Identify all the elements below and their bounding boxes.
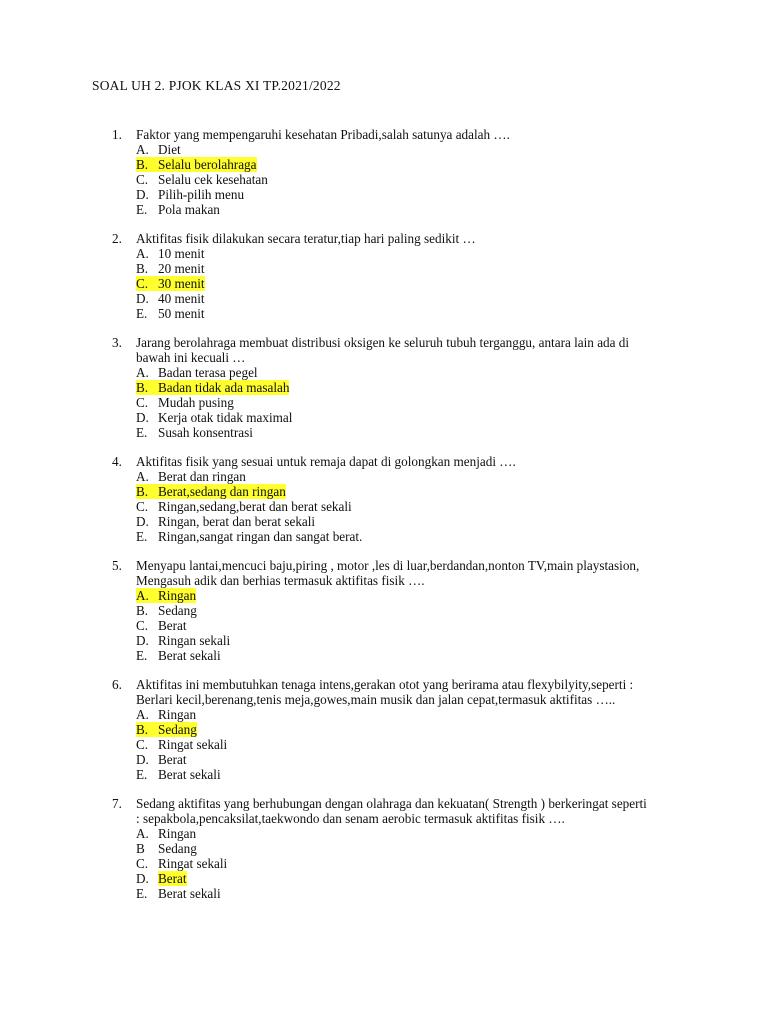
option-text: Ringan xyxy=(158,588,197,603)
answer-options xyxy=(136,826,768,901)
option-letter: C. xyxy=(136,618,149,633)
option-letter: E. xyxy=(136,529,148,544)
option-letter: A. xyxy=(136,707,149,722)
option-text: Berat xyxy=(158,871,187,886)
question-text: Menyapu lantai,mencuci baju,piring , motor ,les di luar,berdandan,nonton TV,main playstasion, Mengasuh adik dan berhias termasuk aktifitas fisik …. xyxy=(136,558,640,588)
answer-options xyxy=(136,707,768,782)
option-text: Berat xyxy=(158,752,187,767)
option-letter: A. xyxy=(136,826,149,841)
option-letter: B. xyxy=(136,484,149,499)
option-text: Ringan,sangat ringan dan sangat berat. xyxy=(158,529,363,544)
option-text: Ringan xyxy=(158,826,197,841)
question-item xyxy=(0,454,768,544)
option-letter: C. xyxy=(136,172,149,187)
option-text: Pilih-pilih menu xyxy=(158,187,245,202)
option-letter: A. xyxy=(136,246,149,261)
answer-option xyxy=(136,603,768,618)
option-letter: D. xyxy=(136,871,149,886)
option-letter: E. xyxy=(136,767,148,782)
answer-option xyxy=(136,767,768,782)
answer-option xyxy=(136,514,768,529)
answer-option-highlighted xyxy=(136,157,257,172)
question-number: 6. xyxy=(112,677,122,692)
option-text: Ringan, berat dan berat sekali xyxy=(158,514,316,529)
option-text: Berat,sedang dan ringan xyxy=(158,484,286,499)
option-letter: B. xyxy=(136,603,149,618)
answer-option xyxy=(136,707,768,722)
answer-option xyxy=(136,306,768,321)
option-letter: E. xyxy=(136,202,148,217)
option-text: 20 menit xyxy=(158,261,205,276)
answer-option xyxy=(136,410,768,425)
answer-options xyxy=(136,142,768,217)
page-title: SOAL UH 2. PJOK KLAS XI TP.2021/2022 xyxy=(92,78,341,93)
answer-option xyxy=(136,529,768,544)
question-text: Jarang berolahraga membuat distribusi oksigen ke seluruh tubuh terganggu, antara lain ada di bawah ini kecuali … xyxy=(136,335,630,365)
option-text: Ringan,sedang,berat dan berat sekali xyxy=(158,499,352,514)
option-text: Berat sekali xyxy=(158,767,221,782)
answer-option xyxy=(136,618,768,633)
answer-option xyxy=(136,291,768,306)
option-letter: C. xyxy=(136,395,149,410)
question-text: Faktor yang mempengaruhi kesehatan Pribadi,salah satunya adalah …. xyxy=(136,127,510,142)
option-letter: E. xyxy=(136,425,148,440)
answer-option xyxy=(136,886,768,901)
question-text: Aktifitas fisik yang sesuai untuk remaja dapat di golongkan menjadi …. xyxy=(136,454,516,469)
question-text: Aktifitas ini membutuhkan tenaga intens,gerakan otot yang berirama atau flexybilyity,seperti : Berlari kecil,berenang,tenis meja,gowes,main musik dan jalan cepat,termasuk aktifitas ….. xyxy=(136,677,634,707)
option-text: Sedang xyxy=(158,722,197,737)
answer-option-highlighted xyxy=(136,484,286,499)
option-letter: B. xyxy=(136,380,149,395)
option-text: Berat sekali xyxy=(158,886,221,901)
question-item xyxy=(0,231,768,321)
question-item xyxy=(0,558,768,663)
answer-option xyxy=(136,142,768,157)
option-text: Ringat sekali xyxy=(158,856,228,871)
option-letter: B. xyxy=(136,261,149,276)
option-text: Badan terasa pegel xyxy=(158,365,258,380)
option-letter: B. xyxy=(136,722,149,737)
option-text: 50 menit xyxy=(158,306,205,321)
question-number: 1. xyxy=(112,127,122,142)
option-letter: C. xyxy=(136,856,149,871)
option-letter: A. xyxy=(136,588,149,603)
option-letter: A. xyxy=(136,142,149,157)
option-letter: A. xyxy=(136,365,149,380)
option-letter: B xyxy=(136,841,145,856)
question-text: Aktifitas fisik dilakukan secara teratur,tiap hari paling sedikit … xyxy=(136,231,476,246)
answer-options xyxy=(136,365,768,440)
question-item xyxy=(0,127,768,217)
answer-option-highlighted xyxy=(136,380,289,395)
answer-option xyxy=(136,648,768,663)
question-item xyxy=(0,677,768,782)
question-list xyxy=(0,127,768,915)
answer-options xyxy=(136,246,768,321)
answer-option xyxy=(136,737,768,752)
answer-options xyxy=(136,588,768,663)
answer-option xyxy=(136,395,768,410)
answer-option xyxy=(136,633,768,648)
option-letter: D. xyxy=(136,633,149,648)
answer-options xyxy=(136,469,768,544)
option-text: Pola makan xyxy=(158,202,220,217)
answer-option xyxy=(136,499,768,514)
option-text: Berat sekali xyxy=(158,648,221,663)
question-number: 4. xyxy=(112,454,122,469)
answer-option xyxy=(136,871,768,886)
option-letter: A. xyxy=(136,469,149,484)
answer-option xyxy=(136,246,768,261)
question-text: Sedang aktifitas yang berhubungan dengan olahraga dan kekuatan( Strength ) berkeringat seperti : sepakbola,pencaksilat,taekwondo dan senam aerobic termasuk aktifitas fisik …. xyxy=(136,796,647,826)
answer-option xyxy=(136,261,768,276)
answer-option-highlighted xyxy=(136,588,196,603)
option-text: Berat xyxy=(158,618,187,633)
question-item xyxy=(0,796,768,901)
option-letter: E. xyxy=(136,306,148,321)
option-text: 30 menit xyxy=(158,276,205,291)
option-text: Diet xyxy=(158,142,181,157)
option-text: Selalu berolahraga xyxy=(158,157,257,172)
option-letter: E. xyxy=(136,886,148,901)
option-letter: D. xyxy=(136,187,149,202)
answer-option xyxy=(136,856,768,871)
option-text: Ringan xyxy=(158,707,197,722)
answer-option-highlighted xyxy=(136,722,197,737)
option-text: Susah konsentrasi xyxy=(158,425,253,440)
option-text: Berat dan ringan xyxy=(158,469,246,484)
option-text: Badan tidak ada masalah xyxy=(158,380,290,395)
answer-option-highlighted xyxy=(136,276,205,291)
answer-option xyxy=(136,425,768,440)
question-number: 3. xyxy=(112,335,122,350)
question-number: 7. xyxy=(112,796,122,811)
option-letter: E. xyxy=(136,648,148,663)
option-letter: C. xyxy=(136,737,149,752)
answer-option xyxy=(136,826,768,841)
answer-option xyxy=(136,469,768,484)
option-text: Mudah pusing xyxy=(158,395,234,410)
option-letter: D. xyxy=(136,752,149,767)
answer-option xyxy=(136,752,768,767)
answer-option xyxy=(136,841,768,856)
answer-option xyxy=(136,365,768,380)
option-letter: D. xyxy=(136,514,149,529)
answer-option xyxy=(136,202,768,217)
option-letter: C. xyxy=(136,499,149,514)
option-text: Ringat sekali xyxy=(158,737,228,752)
option-text: Selalu cek kesehatan xyxy=(158,172,268,187)
option-text: 10 menit xyxy=(158,246,205,261)
answer-option xyxy=(136,172,768,187)
option-letter: C. xyxy=(136,276,149,291)
question-number: 5. xyxy=(112,558,122,573)
question-item xyxy=(0,335,768,440)
option-text: Kerja otak tidak maximal xyxy=(158,410,293,425)
answer-option xyxy=(136,187,768,202)
option-letter: D. xyxy=(136,291,149,306)
question-number: 2. xyxy=(112,231,122,246)
option-text: 40 menit xyxy=(158,291,205,306)
option-letter: D. xyxy=(136,410,149,425)
option-text: Ringan sekali xyxy=(158,633,231,648)
option-text: Sedang xyxy=(158,603,197,618)
option-text: Sedang xyxy=(158,841,197,856)
option-letter: B. xyxy=(136,157,149,172)
